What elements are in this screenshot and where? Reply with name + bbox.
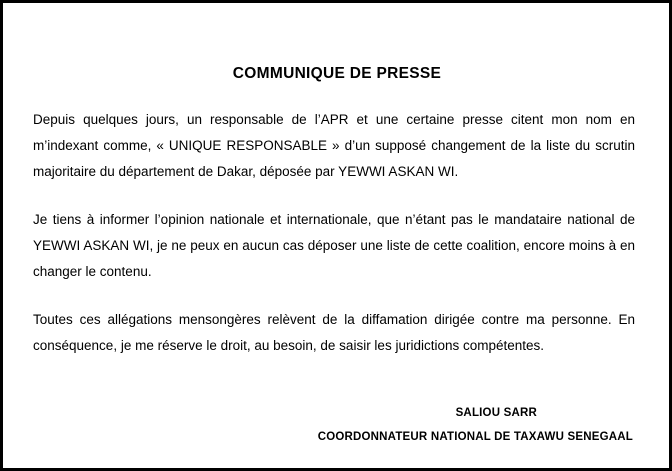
- paragraph-1: Depuis quelques jours, un responsable de l’APR et une certaine presse citent mon nom en m’indexant comme, « UNIQUE RESPONSABLE » d’un supposé changement de la liste du scrutin majoritaire du département de Dakar, déposée par YEWWI ASKAN WI.: [33, 112, 635, 179]
- signature-block: [33, 407, 641, 443]
- paragraph-3: Toutes ces allégations mensongères relèvent de la diffamation dirigée contre ma personne. En conséquence, je me réserve le droit, au besoin, de saisir les juridictions compétentes.: [33, 312, 635, 353]
- signature-role: COORDONNATEUR NATIONAL DE TAXAWU SENEGAAL: [317, 431, 633, 443]
- page-title: COMMUNIQUE DE PRESSE: [232, 65, 442, 82]
- paragraph-2: Je tiens à informer l’opinion nationale et internationale, que n’étant pas le mandataire national de YEWWI ASKAN WI, je ne peux en aucun cas déposer une liste de cette coalition, encore moins à en changer le contenu.: [33, 212, 635, 279]
- page-border-left: [0, 0, 3, 471]
- signature-name: SALIOU SARR: [455, 407, 537, 419]
- document-content: [33, 3, 641, 468]
